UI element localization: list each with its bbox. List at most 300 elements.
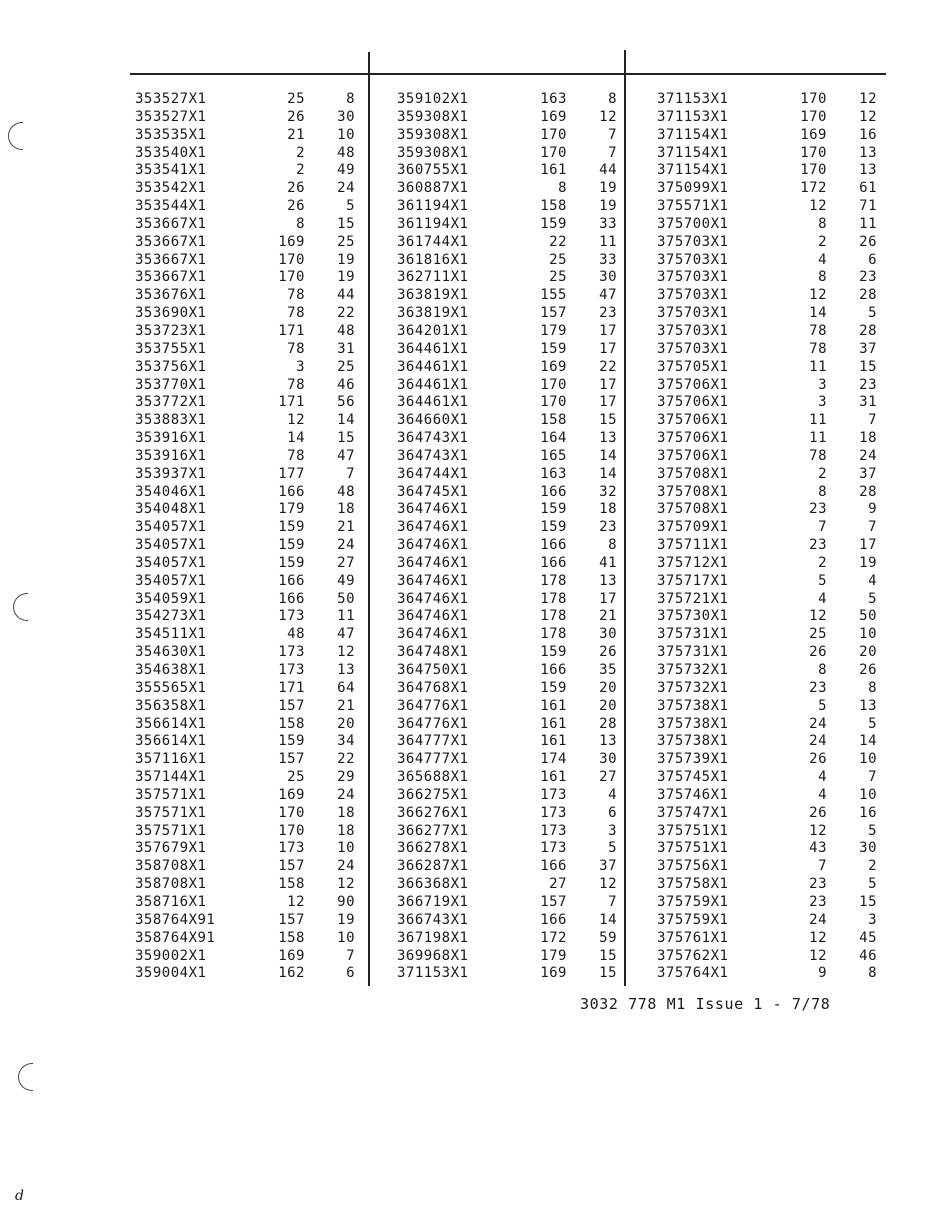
ref-value: 48: [337, 144, 355, 161]
sheet-value: 159: [540, 519, 567, 536]
part-number: 364746X1: [397, 537, 469, 554]
table-row: [397, 448, 617, 466]
part-number: 354638X1: [135, 662, 207, 678]
sheet-value: 8: [296, 215, 305, 232]
table-row: [397, 412, 617, 430]
part-number: 357679X1: [135, 840, 207, 857]
sheet-value: 169: [278, 233, 305, 250]
part-number: 375747X1: [657, 804, 729, 821]
part-number: 357144X1: [135, 769, 207, 786]
sheet-value: 161: [540, 733, 567, 750]
table-row: [135, 733, 355, 751]
top-rule: [130, 73, 886, 75]
table-row: [135, 519, 355, 537]
sheet-value: 155: [540, 287, 567, 304]
ref-value: 19: [337, 911, 355, 928]
table-row: [397, 733, 617, 751]
ref-value: 15: [599, 965, 617, 982]
ref-value: 50: [859, 608, 877, 625]
ref-value: 19: [337, 269, 355, 286]
ref-value: 21: [337, 697, 355, 714]
sheet-value: 172: [800, 180, 827, 197]
part-number: 364201X1: [397, 322, 469, 339]
part-number: 364746X1: [397, 590, 469, 607]
ref-value: 15: [337, 215, 355, 232]
table-row: [397, 109, 617, 127]
part-number: 353916X1: [135, 430, 207, 447]
table-row: [397, 698, 617, 716]
part-number: 364746X1: [397, 626, 469, 643]
ref-value: 12: [859, 108, 877, 125]
sheet-value: 26: [287, 180, 305, 197]
ref-value: 13: [859, 162, 877, 179]
table-row: [135, 412, 355, 430]
ref-value: 21: [599, 608, 617, 625]
table-row: [135, 269, 355, 287]
part-number: 366276X1: [397, 804, 469, 821]
part-number: 364748X1: [397, 644, 469, 661]
table-row: [397, 769, 617, 787]
table-row: [657, 805, 877, 823]
part-number: 375705X1: [657, 358, 729, 375]
part-number: 366719X1: [397, 893, 469, 910]
part-number: 353937X1: [135, 465, 207, 482]
part-number: 375761X1: [657, 929, 729, 946]
sheet-value: 8: [818, 483, 827, 500]
ref-value: 61: [859, 180, 877, 197]
ref-value: 16: [859, 126, 877, 143]
ref-value: 30: [599, 751, 617, 768]
ref-value: 37: [859, 340, 877, 357]
sheet-value: 23: [809, 876, 827, 893]
table-row: [657, 948, 877, 966]
part-number: 375571X1: [657, 198, 729, 215]
table-row: [657, 252, 877, 270]
sheet-value: 161: [540, 769, 567, 786]
sheet-value: 170: [540, 394, 567, 411]
part-number: 375703X1: [657, 251, 729, 268]
table-row: [397, 644, 617, 662]
table-row: [397, 626, 617, 644]
sheet-value: 157: [278, 697, 305, 714]
table-row: [397, 394, 617, 412]
sheet-value: 166: [540, 662, 567, 678]
sheet-value: 8: [818, 215, 827, 232]
table-row: [397, 305, 617, 323]
ref-value: 23: [859, 376, 877, 393]
ref-value: 25: [337, 233, 355, 250]
ref-value: 31: [337, 340, 355, 357]
sheet-value: 173: [278, 662, 305, 678]
sheet-value: 12: [809, 287, 827, 304]
sheet-value: 2: [296, 144, 305, 161]
ref-value: 10: [337, 840, 355, 857]
ref-value: 20: [599, 697, 617, 714]
ref-value: 56: [337, 394, 355, 411]
table-row: [135, 751, 355, 769]
sheet-value: 171: [278, 322, 305, 339]
sheet-value: 25: [549, 251, 567, 268]
sheet-value: 173: [540, 840, 567, 857]
table-row: [657, 448, 877, 466]
sheet-value: 173: [540, 786, 567, 803]
sheet-value: 11: [809, 412, 827, 429]
ref-value: 30: [859, 840, 877, 857]
part-number: 357571X1: [135, 804, 207, 821]
sheet-value: 7: [818, 858, 827, 875]
part-number: 375756X1: [657, 858, 729, 875]
ref-value: 12: [337, 876, 355, 893]
table-row: [657, 377, 877, 395]
table-row: [397, 323, 617, 341]
sheet-value: 178: [540, 572, 567, 589]
ref-value: 18: [599, 501, 617, 518]
part-number: 375706X1: [657, 430, 729, 447]
table-row: [135, 840, 355, 858]
part-number: 353755X1: [135, 340, 207, 357]
ref-value: 20: [859, 644, 877, 661]
ref-value: 18: [337, 804, 355, 821]
sheet-value: 170: [278, 804, 305, 821]
sheet-value: 170: [540, 376, 567, 393]
sheet-value: 166: [278, 572, 305, 589]
table-row: [657, 608, 877, 626]
ref-value: 12: [337, 644, 355, 661]
sheet-value: 12: [809, 608, 827, 625]
table-row: [397, 858, 617, 876]
part-number: 353527X1: [135, 108, 207, 125]
part-number: 354059X1: [135, 590, 207, 607]
part-number: 364746X1: [397, 554, 469, 571]
table-column-1: [135, 91, 355, 983]
sheet-value: 171: [278, 679, 305, 696]
table-row: [397, 430, 617, 448]
ref-value: 7: [868, 519, 877, 536]
table-row: [397, 519, 617, 537]
ref-value: 35: [599, 662, 617, 678]
sheet-value: 158: [540, 412, 567, 429]
sheet-value: 166: [278, 483, 305, 500]
part-number: 358708X1: [135, 858, 207, 875]
part-number: 375706X1: [657, 447, 729, 464]
ref-value: 30: [599, 626, 617, 643]
table-row: [135, 198, 355, 216]
table-row: [135, 573, 355, 591]
sheet-value: 170: [800, 91, 827, 107]
sheet-value: 170: [278, 251, 305, 268]
sheet-value: 25: [287, 91, 305, 107]
table-row: [397, 287, 617, 305]
part-number: 354057X1: [135, 554, 207, 571]
table-row: [135, 823, 355, 841]
table-row: [135, 323, 355, 341]
sheet-value: 178: [540, 590, 567, 607]
ref-value: 24: [337, 786, 355, 803]
ref-value: 13: [859, 697, 877, 714]
ref-value: 13: [599, 430, 617, 447]
sheet-value: 12: [809, 198, 827, 215]
ref-value: 24: [337, 858, 355, 875]
part-number: 364660X1: [397, 412, 469, 429]
sheet-value: 163: [540, 465, 567, 482]
ref-value: 17: [599, 340, 617, 357]
part-number: 371153X1: [657, 108, 729, 125]
ref-value: 28: [859, 287, 877, 304]
table-row: [657, 269, 877, 287]
ref-value: 90: [337, 893, 355, 910]
ref-value: 64: [337, 679, 355, 696]
table-row: [657, 323, 877, 341]
ref-value: 26: [859, 662, 877, 678]
sheet-value: 173: [540, 822, 567, 839]
table-row: [657, 180, 877, 198]
sheet-value: 157: [540, 893, 567, 910]
sheet-value: 170: [800, 162, 827, 179]
ref-value: 3: [608, 822, 617, 839]
ref-value: 18: [337, 501, 355, 518]
table-row: [657, 912, 877, 930]
part-number: 375099X1: [657, 180, 729, 197]
part-number: 364776X1: [397, 715, 469, 732]
part-number: 359308X1: [397, 144, 469, 161]
sheet-value: 3: [818, 376, 827, 393]
ref-value: 6: [608, 804, 617, 821]
ref-value: 24: [337, 537, 355, 554]
part-number: 358764X91: [135, 929, 216, 946]
part-number: 364746X1: [397, 501, 469, 518]
ref-value: 50: [337, 590, 355, 607]
part-number: 353916X1: [135, 447, 207, 464]
sheet-value: 78: [287, 447, 305, 464]
part-number: 362711X1: [397, 269, 469, 286]
table-row: [135, 698, 355, 716]
table-row: [657, 644, 877, 662]
ref-value: 5: [868, 305, 877, 322]
table-row: [135, 894, 355, 912]
ref-value: 15: [599, 412, 617, 429]
ref-value: 10: [859, 751, 877, 768]
ref-value: 13: [599, 572, 617, 589]
ref-value: 27: [599, 769, 617, 786]
table-row: [657, 716, 877, 734]
document-footer: 3032 778 M1 Issue 1 - 7/78: [580, 995, 831, 1013]
ref-value: 2: [868, 858, 877, 875]
part-number: 366287X1: [397, 858, 469, 875]
ref-value: 8: [608, 537, 617, 554]
part-number: 375759X1: [657, 911, 729, 928]
ref-value: 20: [337, 715, 355, 732]
ref-value: 33: [599, 251, 617, 268]
part-number: 375762X1: [657, 947, 729, 964]
table-row: [657, 876, 877, 894]
table-row: [397, 555, 617, 573]
sheet-value: 25: [809, 626, 827, 643]
table-row: [657, 412, 877, 430]
table-row: [657, 341, 877, 359]
table-row: [397, 359, 617, 377]
part-number: 375730X1: [657, 608, 729, 625]
ref-value: 11: [859, 215, 877, 232]
ref-value: 7: [608, 144, 617, 161]
ref-value: 44: [599, 162, 617, 179]
ref-value: 23: [859, 269, 877, 286]
sheet-value: 78: [287, 305, 305, 322]
table-row: [397, 466, 617, 484]
part-number: 353756X1: [135, 358, 207, 375]
ref-value: 17: [859, 537, 877, 554]
sheet-value: 159: [540, 679, 567, 696]
sheet-value: 178: [540, 626, 567, 643]
ref-value: 7: [346, 465, 355, 482]
ref-value: 5: [868, 590, 877, 607]
table-row: [135, 805, 355, 823]
table-row: [135, 644, 355, 662]
table-row: [657, 698, 877, 716]
table-row: [657, 573, 877, 591]
ref-value: 37: [599, 858, 617, 875]
table-row: [397, 965, 617, 983]
ref-value: 12: [859, 91, 877, 107]
table-row: [135, 591, 355, 609]
table-row: [397, 608, 617, 626]
sheet-value: 2: [818, 233, 827, 250]
table-row: [657, 519, 877, 537]
ref-value: 33: [599, 215, 617, 232]
table-row: [135, 484, 355, 502]
sheet-value: 26: [287, 108, 305, 125]
sheet-value: 26: [809, 644, 827, 661]
ref-value: 23: [599, 519, 617, 536]
ref-value: 32: [599, 483, 617, 500]
part-number: 357571X1: [135, 822, 207, 839]
ref-value: 31: [859, 394, 877, 411]
table-row: [397, 787, 617, 805]
part-number: 375764X1: [657, 965, 729, 982]
sheet-value: 166: [278, 590, 305, 607]
part-number: 361816X1: [397, 251, 469, 268]
part-number: 375703X1: [657, 305, 729, 322]
part-number: 360887X1: [397, 180, 469, 197]
part-number: 363819X1: [397, 305, 469, 322]
table-row: [397, 823, 617, 841]
table-row: [135, 930, 355, 948]
part-number: 353667X1: [135, 215, 207, 232]
margin-mark: d: [15, 1188, 24, 1204]
table-row: [135, 466, 355, 484]
table-row: [657, 591, 877, 609]
ref-value: 15: [337, 430, 355, 447]
sheet-value: 165: [540, 447, 567, 464]
sheet-value: 25: [287, 769, 305, 786]
table-row: [657, 198, 877, 216]
part-number: 375700X1: [657, 215, 729, 232]
ref-value: 14: [859, 733, 877, 750]
table-row: [397, 537, 617, 555]
part-number: 375709X1: [657, 519, 729, 536]
ref-value: 28: [859, 483, 877, 500]
part-number: 366275X1: [397, 786, 469, 803]
part-number: 371154X1: [657, 144, 729, 161]
sheet-value: 166: [540, 911, 567, 928]
table-row: [657, 109, 877, 127]
punch-hole-icon: [8, 122, 23, 150]
column-divider-1: [368, 52, 370, 986]
sheet-value: 2: [818, 465, 827, 482]
part-number: 354511X1: [135, 626, 207, 643]
ref-value: 11: [337, 608, 355, 625]
table-row: [397, 234, 617, 252]
part-number: 375731X1: [657, 644, 729, 661]
ref-value: 21: [337, 519, 355, 536]
sheet-value: 159: [278, 554, 305, 571]
ref-value: 48: [337, 322, 355, 339]
sheet-value: 8: [558, 180, 567, 197]
sheet-value: 9: [818, 965, 827, 982]
sheet-value: 12: [809, 947, 827, 964]
part-number: 364777X1: [397, 733, 469, 750]
ref-value: 13: [337, 662, 355, 678]
table-row: [397, 716, 617, 734]
sheet-value: 14: [809, 305, 827, 322]
sheet-value: 5: [818, 572, 827, 589]
part-number: 353883X1: [135, 412, 207, 429]
ref-value: 37: [859, 465, 877, 482]
table-row: [135, 716, 355, 734]
part-number: 375731X1: [657, 626, 729, 643]
ref-value: 49: [337, 162, 355, 179]
table-row: [135, 216, 355, 234]
sheet-value: 23: [809, 537, 827, 554]
sheet-value: 157: [540, 305, 567, 322]
part-number: 375751X1: [657, 822, 729, 839]
part-number: 354057X1: [135, 537, 207, 554]
sheet-value: 179: [540, 947, 567, 964]
part-number: 353772X1: [135, 394, 207, 411]
part-number: 375703X1: [657, 233, 729, 250]
punch-hole-icon: [18, 1063, 33, 1091]
ref-value: 16: [859, 804, 877, 821]
sheet-value: 27: [549, 876, 567, 893]
ref-value: 28: [859, 322, 877, 339]
table-row: [657, 430, 877, 448]
sheet-value: 172: [540, 929, 567, 946]
part-number: 365688X1: [397, 769, 469, 786]
table-row: [397, 198, 617, 216]
sheet-value: 8: [818, 662, 827, 678]
part-number: 353544X1: [135, 198, 207, 215]
sheet-value: 173: [278, 608, 305, 625]
part-number: 375738X1: [657, 697, 729, 714]
ref-value: 17: [599, 394, 617, 411]
table-row: [657, 769, 877, 787]
sheet-value: 157: [278, 751, 305, 768]
ref-value: 8: [346, 91, 355, 107]
sheet-value: 161: [540, 715, 567, 732]
part-number: 375745X1: [657, 769, 729, 786]
part-number: 353676X1: [135, 287, 207, 304]
table-row: [657, 287, 877, 305]
table-row: [397, 948, 617, 966]
sheet-value: 2: [296, 162, 305, 179]
part-number: 375711X1: [657, 537, 729, 554]
table-row: [397, 162, 617, 180]
ref-value: 14: [599, 911, 617, 928]
part-number: 353535X1: [135, 126, 207, 143]
sheet-value: 177: [278, 465, 305, 482]
sheet-value: 78: [287, 340, 305, 357]
ref-value: 12: [599, 876, 617, 893]
sheet-value: 174: [540, 751, 567, 768]
